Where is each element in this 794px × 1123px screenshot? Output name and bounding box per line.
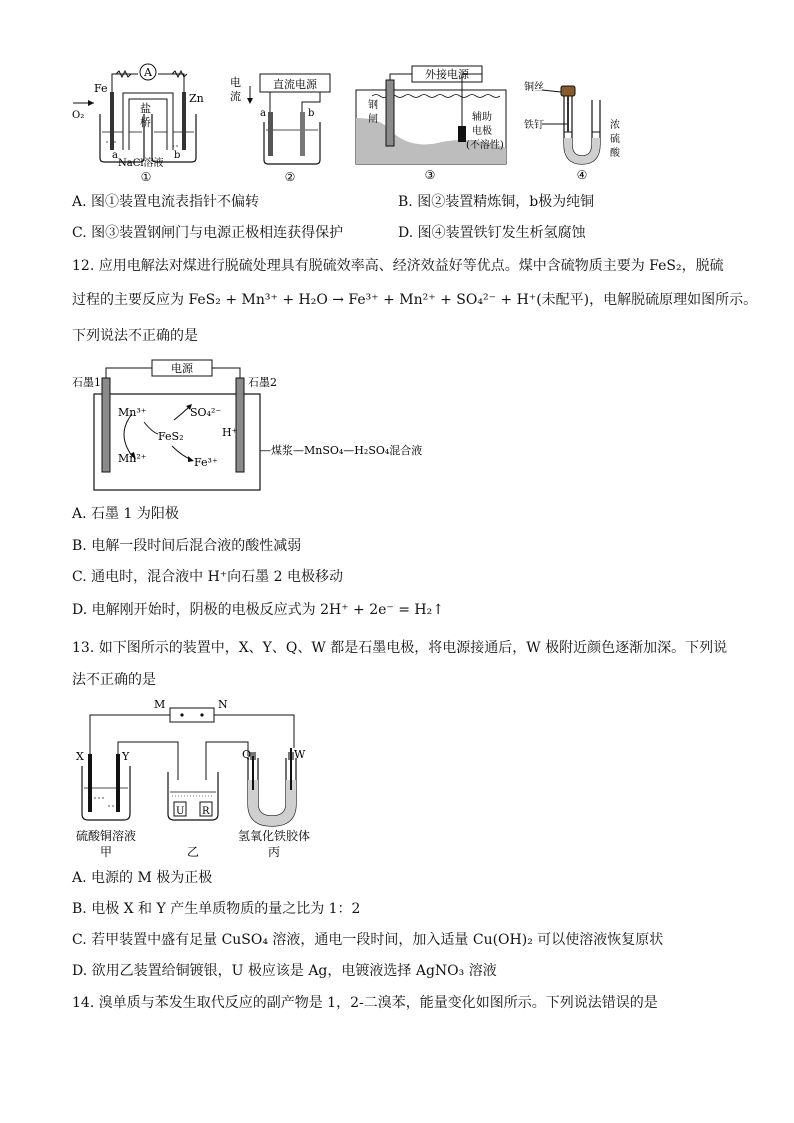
fig-number: ④ [576,168,588,182]
q13-option-b: B. 电极 X 和 Y 产生单质物质的量之比为 1：2 [72,901,361,917]
fig-number: ③ [424,168,436,182]
power-label: 电源 [171,362,193,375]
gate-label-2: 闸 [368,114,378,125]
q12-equation-tail: (未配平)，电解脱硫原理如图所示。 [536,292,758,308]
w-label: W [294,748,306,761]
q12-option-c: C. 通电时，混合液中 H⁺向石墨 2 电极移动 [72,569,343,585]
so4-label: SO₄²⁻ [190,406,222,419]
fig-number: ① [140,170,152,184]
q-label: Q [242,748,252,761]
q12-stem-line-1: 12. 应用电解法对煤进行脱硫处理具有脱硫效率高、经济效益好等优点。煤中含硫物质主要为 FeS₂，脱硫 [72,258,724,274]
q12-figure-electrolytic-cell [72,356,452,496]
mn2-label: Mn²⁺ [118,452,147,465]
u-label: U [176,806,185,817]
fes2-label: FeS₂ [158,430,184,443]
bridge-label-2: 桥 [140,116,151,129]
b-label: b [308,108,315,119]
apparatus-yi-label: 乙 [186,845,200,859]
nail-label: 铁钉 [524,120,544,131]
figure-1-galvanic-cell [68,62,218,184]
ammeter-label: A [144,66,152,79]
q11-option-d: D. 图④装置铁钉发生析氢腐蚀 [398,225,586,241]
left-electrode-label: 石墨1 [72,376,101,389]
a-label: a [112,150,118,161]
q12-stem-line-3: 下列说法不正确的是 [72,328,198,344]
q11-option-a: A. 图①装置电流表指针不偏转 [72,194,260,210]
current-label-1: 电 [230,76,241,89]
bridge-label-1: 盐 [140,102,151,115]
figure-3-protection [352,62,512,184]
acid-label-3: 酸 [610,148,620,159]
figure-4-corrosion [524,76,634,184]
fe-label: Fe [94,82,108,95]
aux-label-2: 电极 [472,126,492,137]
figure-2-electrolysis [228,66,338,184]
q12-option-b: B. 电解一段时间后混合液的酸性减弱 [72,538,302,554]
q12-option-d: D. 电解刚开始时，阴极的电极反应式为 2H⁺ + 2e⁻ = H₂↑ [72,602,444,618]
fe3-label: Fe³⁺ [194,456,218,469]
q13-option-d: D. 欲用乙装置给铜镀银，U 极应该是 Ag，电镀液选择 AgNO₃ 溶液 [72,963,497,979]
a-label: a [260,108,266,119]
q13-stem-line-2: 法不正确的是 [72,672,156,688]
current-label-2: 流 [230,90,241,103]
solution-label: NaCl溶液 [118,158,164,169]
h-ion-label: H⁺ [222,426,238,439]
q12-stem-line-2 [72,290,757,310]
q11-option-c: C. 图③装置钢闸门与电源正极相连获得保护 [72,225,344,241]
q12-equation: 过程的主要反应为 FeS₂ + Mn³⁺ + H₂O → Fe³⁺ + Mn²⁺ + SO₄²⁻ + H⁺ [72,292,537,308]
right-electrode-label: 石墨2 [248,376,277,389]
mixture-label: —煤浆—MnSO₄—H₂SO₄混合液 [260,444,423,457]
gate-label-1: 钢 [368,100,378,111]
aux-label-1: 辅助 [472,112,492,123]
aux-label-3: (不溶性) [466,140,504,151]
q13-figure-apparatus [72,696,342,862]
q11-option-b: B. 图②装置精炼铜，b极为纯铜 [398,194,595,210]
q13-stem-line-1: 13. 如下图所示的装置中，X、Y、Q、W 都是石墨电极，将电源接通后，W 极附近颜色逐渐加深。下列说 [72,640,728,656]
x-label: X [76,750,84,763]
r-label: R [202,806,210,817]
m-label: M [154,698,166,711]
apparatus-bing-label: 丙 [267,845,281,859]
power-label: 外接电源 [425,68,469,81]
apparatus-jia-label: 甲 [99,845,113,859]
acid-label-1: 浓 [610,120,620,131]
q14-stem-line-1: 14. 溴单质与苯发生取代反应的副产物是 1，2-二溴苯，能量变化如图所示。下列说法错误的是 [72,995,658,1011]
solution-3-label: 氢氧化铁胶体 [237,829,311,843]
q13-option-c: C. 若甲装置中盛有足量 CuSO₄ 溶液，通电一段时间，加入适量 Cu(OH)₂ 可以使溶液恢复原状 [72,932,664,948]
o2-label: O₂ [72,110,85,121]
solution-1-label: 硫酸铜溶液 [75,829,137,843]
wire-label: 铜丝 [524,82,544,93]
mn3-label: Mn³⁺ [118,406,147,419]
q12-option-a: A. 石墨 1 为阳极 [72,506,179,522]
acid-label-2: 硫 [610,134,620,145]
n-label: N [218,698,228,711]
y-label: Y [122,750,130,763]
zn-label: Zn [189,92,204,105]
power-label: 直流电源 [273,78,317,91]
fig-number: ② [284,170,296,184]
b-label: b [174,150,181,161]
q13-option-a: A. 电源的 M 极为正极 [72,870,213,886]
